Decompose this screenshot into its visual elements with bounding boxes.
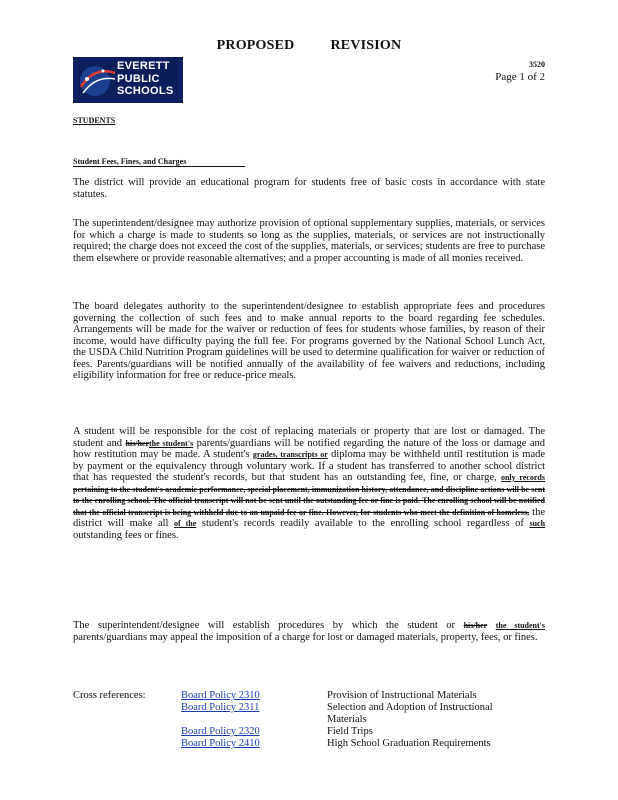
cross-references-list bbox=[181, 690, 507, 750]
title-word-proposed: PROPOSED bbox=[216, 38, 295, 53]
section-heading: STUDENTS bbox=[73, 116, 116, 125]
paragraph-fee-delegation: The board delegates authority to the superintendent/designee to establish appropriate fees and procedures governing the collection of such fees and to make annual reports to the board regarding fee schedules. Arrangements will be made for the waiver or reduction of fees for students whose families, by reason of their income, would have difficulty paying the full fee. For programs governed by the National School Lunch Act, the USDA Child Nutrition Program guidelines will be used to determine qualification for waiver or reduction of fees. Parents/guardians will be notified annually of the availability of fee waivers and reductions, including eligibility information for free or reduce-price meals. bbox=[73, 301, 545, 381]
paragraph-appeal: The superintendent/designee will establish procedures by which the student or his/her the student's parents/guardians may appeal the imposition of a charge for lost or damaged materials, property, fees, or fines. bbox=[73, 620, 546, 643]
inserted-text: the student's bbox=[495, 621, 546, 630]
paragraph-optional-supplies: The superintendent/designee may authorize provision of optional supplementary supplies, materials, or services for which a charge is made to students so long as the supplies, materials, or services are not instructionally required; the charge does not exceed the cost of the supplies, materials, or services; students are free to purchase them elsewhere or provide reasonable alternatives; and a proper accounting is made of all monies received. bbox=[73, 218, 545, 264]
inserted-text: of the bbox=[174, 519, 197, 528]
list-item bbox=[181, 738, 507, 750]
deleted-text: his/her bbox=[463, 621, 488, 630]
paragraph-free-education: The district will provide an educational program for students free of basic costs in accordance with state statutes. bbox=[73, 177, 545, 200]
list-item bbox=[181, 726, 507, 738]
inserted-text: the student's bbox=[149, 438, 194, 448]
document-title bbox=[0, 38, 618, 54]
inserted-text: such bbox=[529, 519, 546, 528]
policy-link[interactable]: Board Policy 2410 bbox=[181, 738, 260, 749]
page-number: Page 1 of 2 bbox=[495, 71, 545, 83]
policy-link[interactable]: Board Policy 2320 bbox=[181, 726, 260, 737]
subheading-rule bbox=[73, 166, 245, 167]
list-item bbox=[181, 690, 507, 702]
policy-number: 3520 bbox=[529, 60, 545, 69]
inserted-text: grades, transcripts or bbox=[252, 450, 328, 459]
cross-references-label: Cross references: bbox=[73, 690, 146, 701]
policy-link[interactable]: Board Policy 2310 bbox=[181, 690, 260, 701]
policy-title: Selection and Adoption of Instructional Materials bbox=[327, 702, 493, 725]
policy-subheading: Student Fees, Fines, and Charges bbox=[73, 157, 187, 166]
policy-title: High School Graduation Requirements bbox=[327, 738, 491, 749]
deleted-text: pertaining to the student's academic performance, special placement, immunization history, attendance, and discipline actions will be sent to the enrolling school. The official transcript will not be sent until the outstanding fee or fine is paid. The enrolling school will be notified that the official transcript is being withheld due to an unpaid fee or fine. However, for students who meet the definition of homeless, bbox=[73, 484, 545, 517]
policy-link[interactable]: Board Policy 2311 bbox=[181, 702, 260, 713]
deleted-text: his/her bbox=[125, 438, 149, 448]
title-word-revision: REVISION bbox=[330, 38, 402, 53]
logo-wordmark: EVERETT PUBLIC SCHOOLS bbox=[117, 60, 174, 97]
inserted-text: only records bbox=[500, 473, 545, 482]
list-item bbox=[181, 702, 507, 726]
policy-title: Field Trips bbox=[327, 726, 373, 737]
paragraph-lost-property: A student will be responsible for the cost of replacing materials or property that are lost or damaged. The student and his/herthe student's parents/guardians will be notified regarding the nature of the loss or damage and how restitution may be made. A student's grades, transcripts or diploma may be withheld until restitution is made by payment or the equivalency through voluntary work. If a student has transferred to another school district that has requested the student's records, but that student has an outstanding fee, fine, or charge, only records pertaining to the student's academic performance, special placement, immunization history, attendance, and discipline actions will be sent to the enrolling school. The official transcript will not be sent until the outstanding fee or fine is paid. The enrolling school will be notified that the official transcript is being withheld due to an unpaid fee or fine. However, for students who meet the definition of homeless, the district will make all of the student's records readily available to the enrolling school regardless of such outstanding fees or fines. bbox=[73, 426, 546, 541]
district-logo bbox=[73, 57, 183, 103]
policy-title: Provision of Instructional Materials bbox=[327, 690, 477, 701]
